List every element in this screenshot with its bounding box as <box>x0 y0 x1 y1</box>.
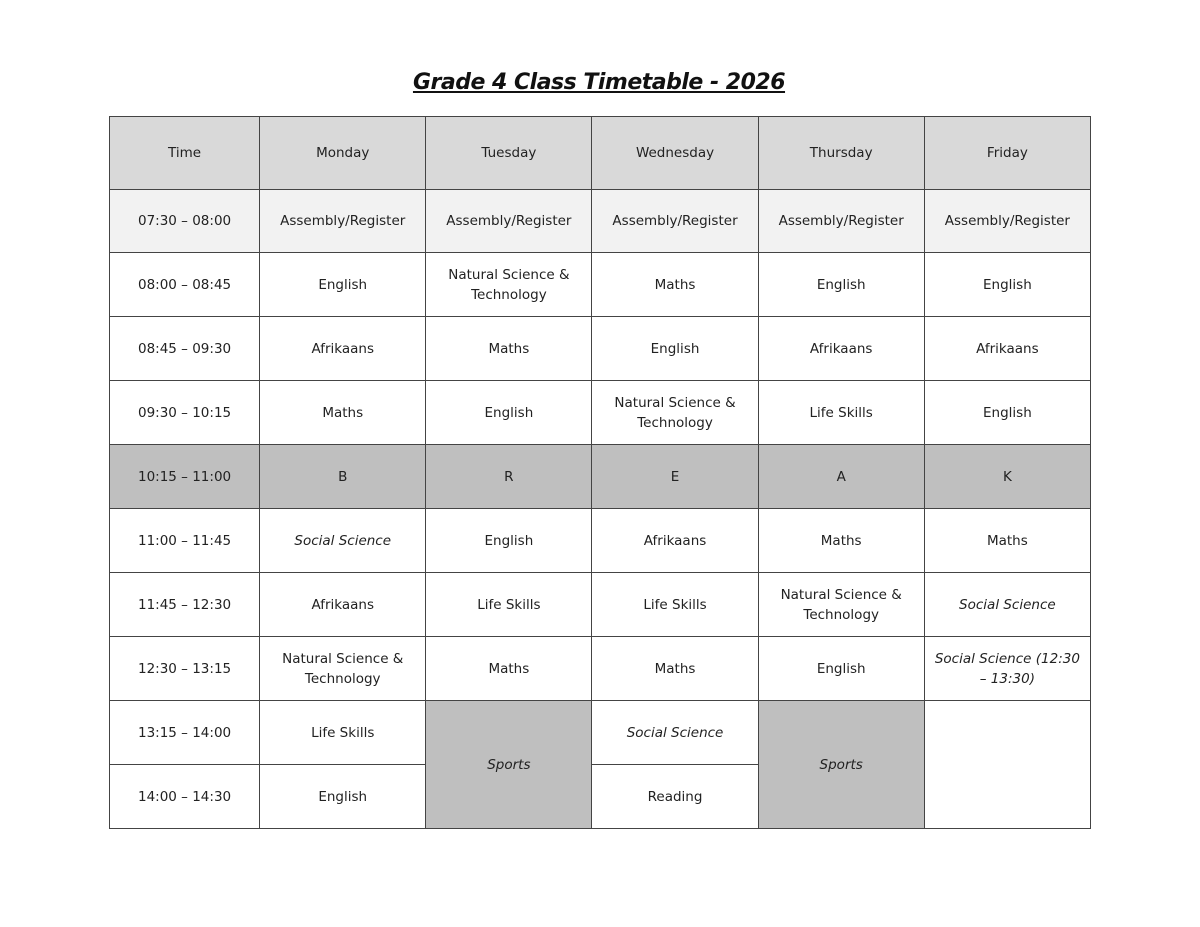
subject-cell: Assembly/Register <box>758 190 924 253</box>
header-day-tuesday: Tuesday <box>426 117 592 190</box>
assembly-row <box>110 190 1091 253</box>
period-row <box>110 381 1091 445</box>
period-row <box>110 701 1091 765</box>
subject-cell: English <box>758 637 924 701</box>
subject-cell: Maths <box>426 317 592 381</box>
header-day-monday: Monday <box>260 117 426 190</box>
subject-cell: Maths <box>592 253 758 317</box>
subject-cell: Natural Science & Technology <box>592 381 758 445</box>
subject-cell: Maths <box>592 637 758 701</box>
subject-cell: Social Science <box>592 701 758 765</box>
period-row <box>110 253 1091 317</box>
subject-cell: English <box>260 253 426 317</box>
subject-cell: Natural Science & Technology <box>758 573 924 637</box>
time-cell: 09:30 – 10:15 <box>110 381 260 445</box>
time-cell: 08:45 – 09:30 <box>110 317 260 381</box>
subject-cell: Afrikaans <box>924 317 1090 381</box>
time-cell: 13:15 – 14:00 <box>110 701 260 765</box>
subject-cell: Maths <box>924 509 1090 573</box>
sports-cell-thursday: Sports <box>758 701 924 829</box>
header-time: Time <box>110 117 260 190</box>
header-day-wednesday: Wednesday <box>592 117 758 190</box>
subject-cell: Assembly/Register <box>924 190 1090 253</box>
sports-cell-tuesday: Sports <box>426 701 592 829</box>
subject-cell: English <box>758 253 924 317</box>
subject-cell: Assembly/Register <box>592 190 758 253</box>
subject-cell: English <box>426 381 592 445</box>
subject-cell: Afrikaans <box>260 317 426 381</box>
header-row <box>110 117 1091 190</box>
time-cell: 08:00 – 08:45 <box>110 253 260 317</box>
empty-cell-friday <box>924 701 1090 829</box>
time-cell: 14:00 – 14:30 <box>110 765 260 829</box>
time-cell: 07:30 – 08:00 <box>110 190 260 253</box>
subject-cell: Afrikaans <box>592 509 758 573</box>
subject-cell: Maths <box>426 637 592 701</box>
subject-cell: Maths <box>758 509 924 573</box>
subject-cell: Maths <box>260 381 426 445</box>
time-cell: 10:15 – 11:00 <box>110 445 260 509</box>
break-letter: B <box>260 445 426 509</box>
page-title: Grade 4 Class Timetable - 2026 <box>412 70 786 95</box>
period-row <box>110 509 1091 573</box>
break-letter: K <box>924 445 1090 509</box>
header-day-friday: Friday <box>924 117 1090 190</box>
subject-cell: English <box>924 381 1090 445</box>
subject-cell: Social Science <box>260 509 426 573</box>
subject-cell: English <box>426 509 592 573</box>
subject-cell: Life Skills <box>758 381 924 445</box>
subject-cell: Life Skills <box>260 701 426 765</box>
period-row <box>110 637 1091 701</box>
break-letter: E <box>592 445 758 509</box>
subject-cell: Reading <box>592 765 758 829</box>
subject-cell: English <box>924 253 1090 317</box>
subject-cell: English <box>592 317 758 381</box>
subject-cell: Life Skills <box>592 573 758 637</box>
subject-cell: Assembly/Register <box>260 190 426 253</box>
subject-cell: Social Science (12:30 – 13:30) <box>924 637 1090 701</box>
time-cell: 11:45 – 12:30 <box>110 573 260 637</box>
subject-cell: Afrikaans <box>758 317 924 381</box>
break-letter: A <box>758 445 924 509</box>
subject-cell: Assembly/Register <box>426 190 592 253</box>
time-cell: 11:00 – 11:45 <box>110 509 260 573</box>
timetable <box>109 116 1091 829</box>
subject-cell: English <box>260 765 426 829</box>
period-row <box>110 573 1091 637</box>
period-row <box>110 317 1091 381</box>
subject-cell: Afrikaans <box>260 573 426 637</box>
subject-cell: Life Skills <box>426 573 592 637</box>
subject-cell: Social Science <box>924 573 1090 637</box>
subject-cell: Natural Science & Technology <box>260 637 426 701</box>
subject-cell: Natural Science & Technology <box>426 253 592 317</box>
header-day-thursday: Thursday <box>758 117 924 190</box>
break-letter: R <box>426 445 592 509</box>
break-row <box>110 445 1091 509</box>
time-cell: 12:30 – 13:15 <box>110 637 260 701</box>
